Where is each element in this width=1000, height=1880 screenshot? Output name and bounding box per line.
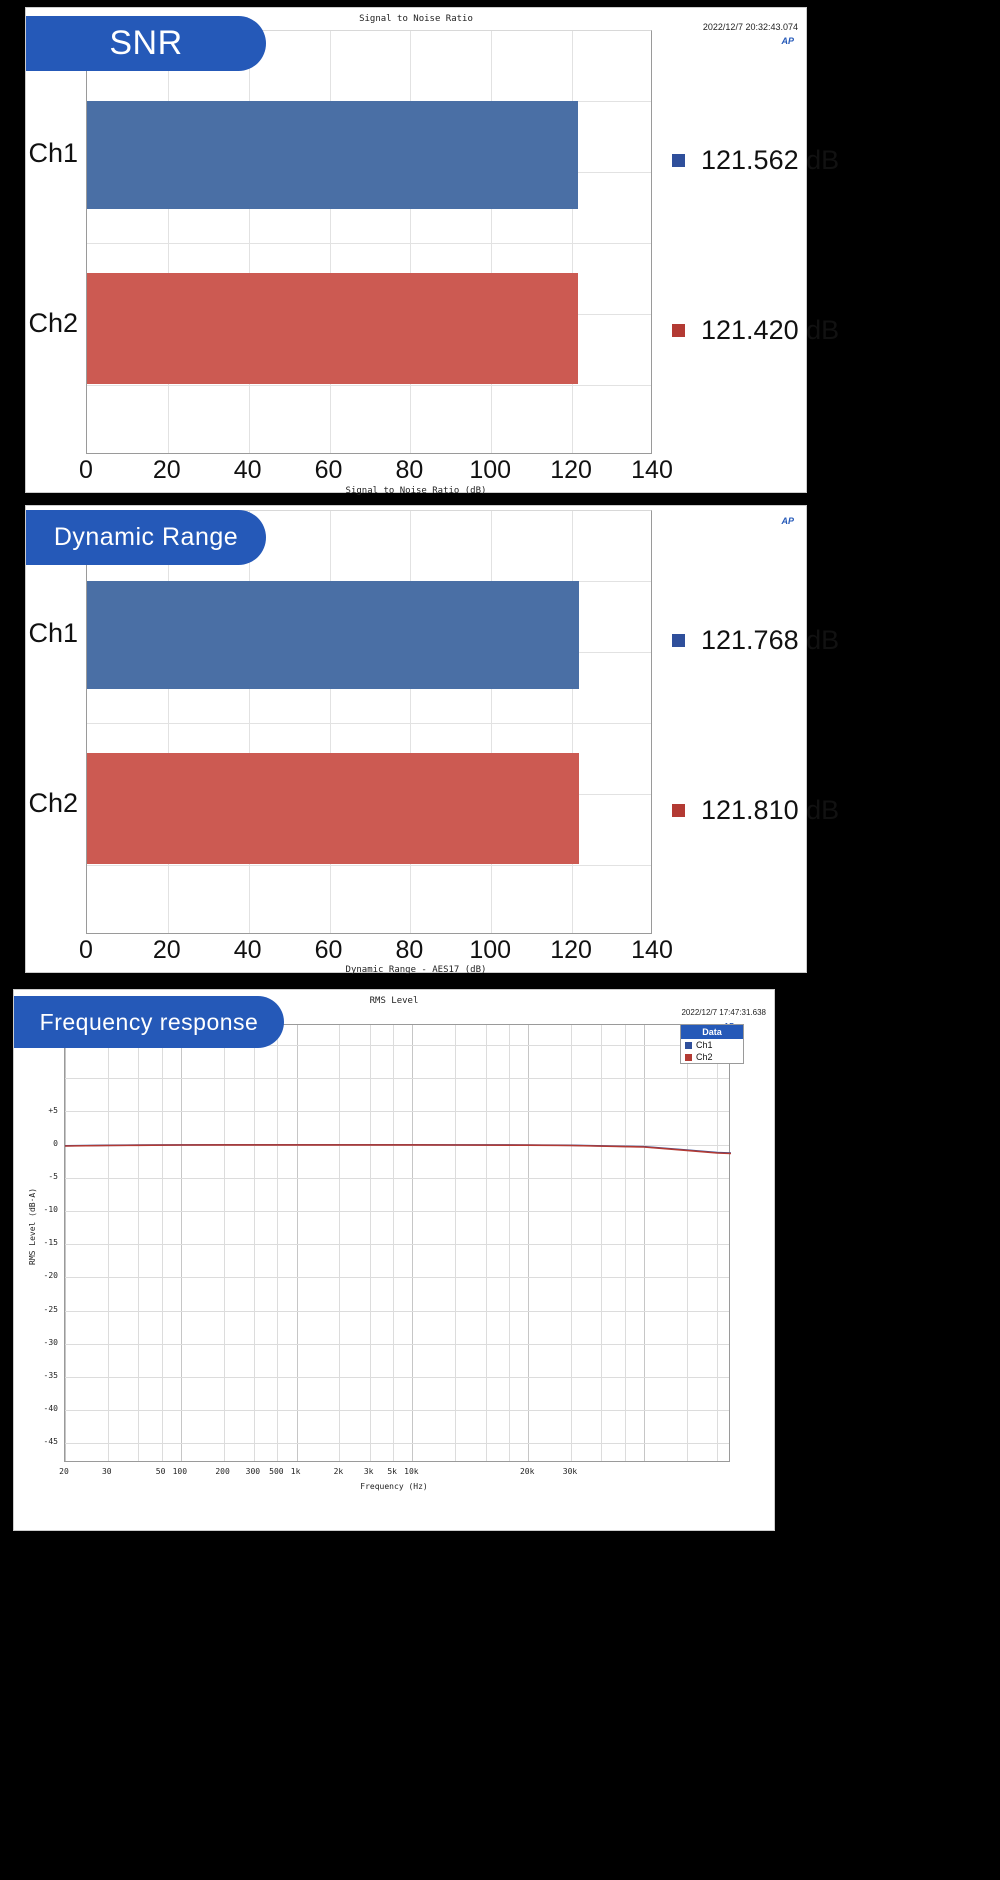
fr-ytick-n40: -40 xyxy=(43,1404,58,1413)
fr-ytick-n20: -20 xyxy=(43,1271,58,1280)
fr-trace-group xyxy=(65,1025,731,1463)
fr-xtick-10k: 10k xyxy=(404,1467,419,1476)
snr-panel xyxy=(26,8,840,496)
snr-xtick-60: 60 xyxy=(314,456,343,484)
legend-swatch-ch2-icon xyxy=(685,1054,692,1061)
dynamic-range-badge xyxy=(26,510,266,565)
fr-yaxis-title: RMS Level (dB·A) xyxy=(28,1187,37,1265)
fr-xtick-30: 30 xyxy=(101,1467,112,1476)
snr-xtick-120: 120 xyxy=(550,456,592,484)
fr-ytick-n30: -30 xyxy=(43,1338,58,1347)
snr-value-ch1 xyxy=(672,145,839,176)
snr-category-ch2: Ch2 xyxy=(28,308,78,338)
frequency-response-panel xyxy=(14,990,774,1530)
snr-category-ch1: Ch1 xyxy=(28,138,78,168)
fr-legend-item-ch1[interactable] xyxy=(681,1039,743,1051)
fr-xtick-200: 200 xyxy=(215,1467,230,1476)
fr-xtick-1k: 1k xyxy=(290,1467,301,1476)
snr-xtick-0: 0 xyxy=(79,456,93,484)
snr-value-ch1-text: 121.562 dB xyxy=(701,145,840,175)
legend-swatch-ch1-icon xyxy=(672,154,685,167)
snr-value-ch2-text: 121.420 dB xyxy=(701,315,840,345)
dr-value-ch2-text: 121.810 dB xyxy=(701,795,840,825)
snr-xtick-100: 100 xyxy=(469,456,512,484)
fr-xtick-2k: 2k xyxy=(333,1467,344,1476)
fr-ytick-n45: -45 xyxy=(43,1437,58,1446)
fr-ytick-5: +5 xyxy=(48,1106,58,1115)
dr-xtick-120: 120 xyxy=(550,936,592,964)
dr-xtick-140: 140 xyxy=(631,936,673,964)
fr-plot-area xyxy=(64,1024,730,1462)
fr-xtick-5k: 5k xyxy=(387,1467,397,1476)
dr-xaxis-title: Dynamic Range - AES17 (dB) xyxy=(345,965,487,975)
ap-logo-icon: AP xyxy=(781,36,794,46)
legend-swatch-ch1-icon xyxy=(685,1042,692,1049)
fr-xaxis-title: Frequency (Hz) xyxy=(360,1482,428,1491)
fr-ytick-n15: -15 xyxy=(43,1238,58,1247)
snr-value-ch2 xyxy=(672,315,839,346)
snr-badge-label: SNR xyxy=(109,24,183,62)
fr-ytick-n25: -25 xyxy=(43,1305,58,1314)
dr-xtick-80: 80 xyxy=(395,936,424,964)
ap-logo-icon: AP xyxy=(781,516,794,526)
bar-ch1 xyxy=(87,101,578,209)
fr-timestamp: 2022/12/7 17:47:31.638 xyxy=(681,1008,766,1017)
dr-xtick-0: 0 xyxy=(79,936,93,964)
fr-xtick-20: 20 xyxy=(59,1467,69,1476)
fr-ytick-0: 0 xyxy=(53,1139,58,1148)
bar-ch2 xyxy=(87,273,578,384)
dr-category-ch2: Ch2 xyxy=(28,788,78,818)
fr-xtick-100: 100 xyxy=(172,1467,188,1476)
snr-xtick-20: 20 xyxy=(152,456,181,484)
fr-legend xyxy=(680,1024,744,1064)
dr-value-ch1-text: 121.768 dB xyxy=(701,625,840,655)
fr-xtick-30k: 30k xyxy=(562,1467,578,1476)
dr-category-ch1: Ch1 xyxy=(28,618,78,648)
snr-plot-area xyxy=(86,30,652,454)
fr-xtick-300: 300 xyxy=(245,1467,261,1476)
fr-legend-item-ch2[interactable] xyxy=(681,1051,743,1063)
fr-xtick-20k: 20k xyxy=(519,1467,535,1476)
fr-trace-ch2 xyxy=(65,1145,731,1154)
bar-ch2 xyxy=(87,753,579,864)
fr-legend-label-ch1: Ch1 xyxy=(696,1040,713,1050)
legend-swatch-ch2-icon xyxy=(672,804,685,817)
dr-value-ch1 xyxy=(672,625,839,656)
dr-value-ch2 xyxy=(672,795,839,826)
fr-ytick-n35: -35 xyxy=(43,1371,58,1380)
fr-plot-title: RMS Level xyxy=(369,996,419,1006)
snr-xaxis-title: Signal to Noise Ratio (dB) xyxy=(345,486,487,496)
snr-badge xyxy=(26,16,266,71)
fr-ytick-n10: -10 xyxy=(43,1205,58,1214)
fr-legend-title: Data xyxy=(681,1025,743,1039)
snr-xtick-40: 40 xyxy=(233,456,262,484)
bar-ch1 xyxy=(87,581,579,689)
fr-legend-label-ch2: Ch2 xyxy=(696,1052,713,1062)
frequency-response-badge xyxy=(14,996,284,1048)
legend-swatch-ch2-icon xyxy=(672,324,685,337)
dr-xtick-100: 100 xyxy=(469,936,512,964)
fr-xtick-500: 500 xyxy=(269,1467,284,1476)
dynamic-range-badge-label: Dynamic Range xyxy=(53,523,239,551)
fr-xtick-50: 50 xyxy=(155,1467,166,1476)
snr-plot-title: Signal to Noise Ratio xyxy=(359,14,473,24)
dr-xtick-20: 20 xyxy=(152,936,181,964)
snr-xtick-140: 140 xyxy=(631,456,673,484)
frequency-response-badge-label: Frequency response xyxy=(39,1008,259,1035)
fr-ytick-n5: -5 xyxy=(48,1172,58,1181)
dynamic-range-panel xyxy=(26,506,840,975)
dr-xtick-40: 40 xyxy=(233,936,262,964)
fr-xtick-3k: 3k xyxy=(363,1467,374,1476)
snr-timestamp: 2022/12/7 20:32:43.074 xyxy=(702,22,798,32)
dr-xtick-60: 60 xyxy=(314,936,343,964)
dynamic-range-plot-area xyxy=(86,510,652,934)
legend-swatch-ch1-icon xyxy=(672,634,685,647)
snr-xtick-80: 80 xyxy=(395,456,424,484)
